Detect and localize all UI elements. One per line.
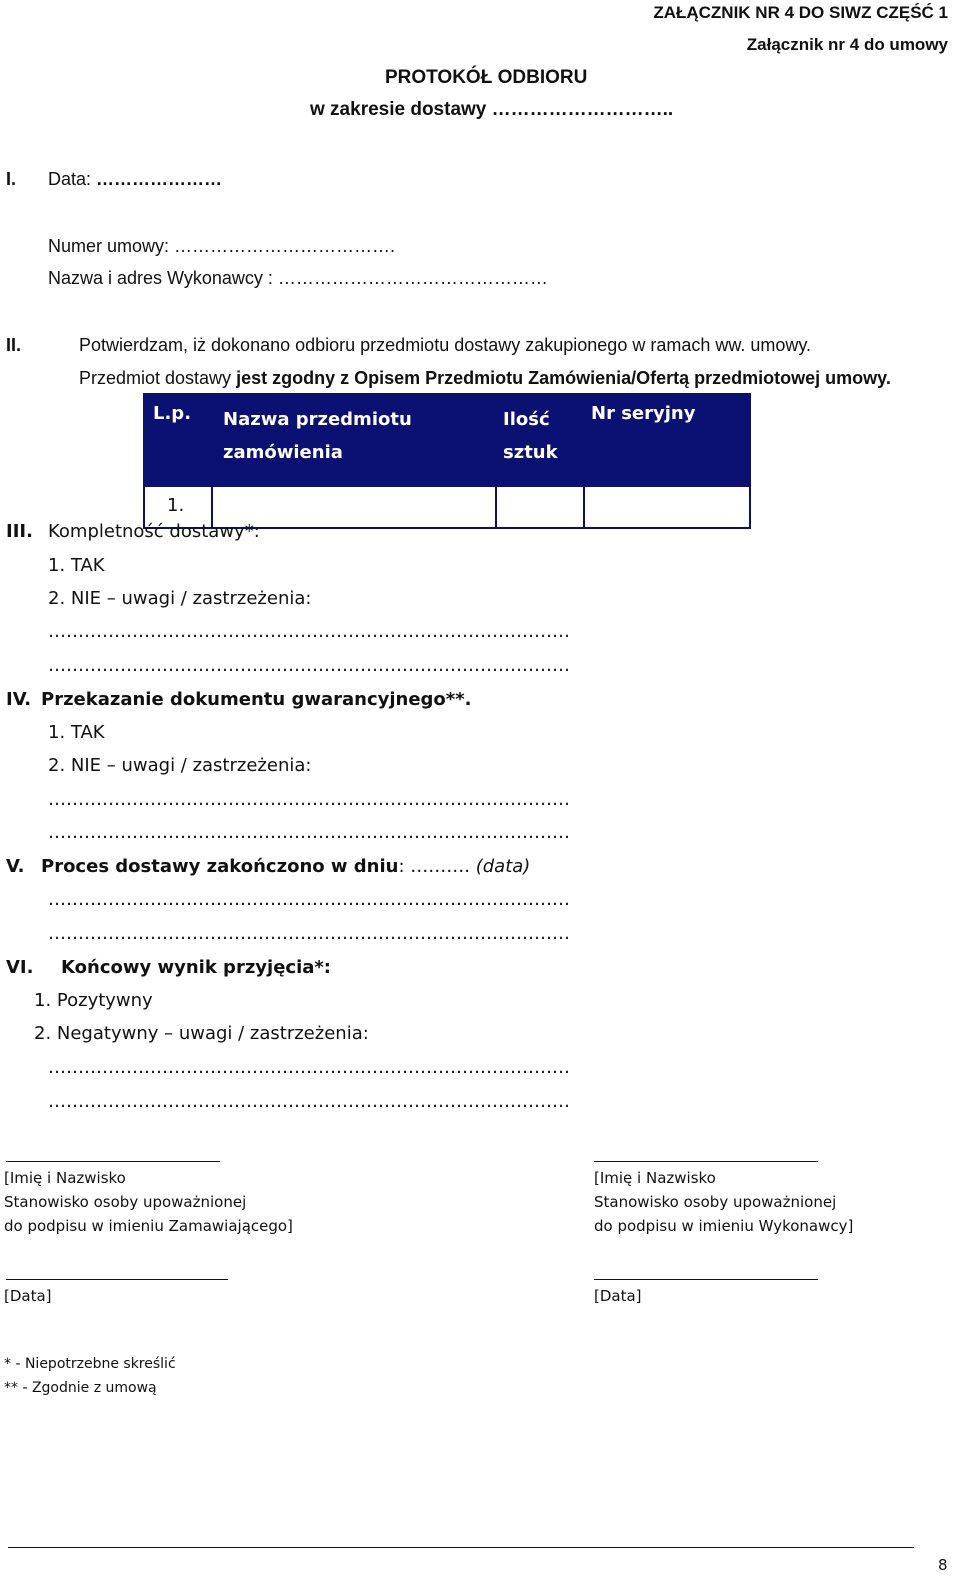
section-3-dots-1: …………………………………………………………………………… [48,621,570,642]
section-5-title: Proces dostawy zakończono w dniu: ………. (data) [41,856,531,877]
section-4-title: Przekazanie dokumentu gwarancyjnego**. [41,689,472,710]
header-lp: L.p. [144,394,212,486]
section-2-line-2 [79,368,891,389]
buyer-signature-authority: do podpisu w imieniu Zamawiającego] [4,1217,293,1235]
section-2-line-2-start: Przedmiot dostawy [79,368,232,388]
header-item-name: Nazwa przedmiotu zamówienia [212,394,496,486]
date-label: Data: [48,169,92,189]
contractor-signature-position: Stanowisko osoby upoważnionej [594,1193,837,1211]
section-5-number: V. [6,856,25,877]
footnote-2: ** - Zgodnie z umową [4,1380,157,1396]
section-3-title: Kompletność dostawy*: [48,521,260,542]
section-4-dots-2: …………………………………………………………………………… [48,822,570,843]
section-3-option-no: 2. NIE – uwagi / zastrzeżenia: [48,588,312,609]
section-5-dots-1: …………………………………………………………………………… [48,889,570,910]
contractor-signature-authority: do podpisu w imieniu Wykonawcy] [594,1217,854,1235]
buyer-date-label: [Data] [4,1287,52,1305]
date-field [48,169,222,190]
section-6-option-positive: 1. Pozytywny [34,990,153,1011]
contractor-field: Nazwa i adres Wykonawcy : ……………………………………… [48,268,548,288]
date-line-buyer [6,1279,228,1280]
document-title: PROTOKÓŁ ODBIORU [385,67,588,88]
cell-serial-number[interactable] [584,486,750,528]
section-3-dots-2: …………………………………………………………………………… [48,655,570,676]
date-hint: (data) [475,856,531,877]
page-number: 8 [938,1556,948,1574]
annex-siwz-label: ZAŁĄCZNIK NR 4 DO SIWZ CZĘŚĆ 1 [653,3,948,22]
section-6-number: VI. [6,957,34,978]
document-subtitle: w zakresie dostawy ……………………….. [310,99,674,120]
header-quantity: Ilość sztuk [496,394,584,486]
contractor-date-label: [Data] [594,1287,642,1305]
contractor-signature-name: [Imię i Nazwisko [594,1169,716,1187]
section-1-number: I. [6,169,17,189]
cell-quantity[interactable] [496,486,584,528]
buyer-signature-position: Stanowisko osoby upoważnionej [4,1193,247,1211]
items-table [143,393,751,529]
section-5-dots-2: …………………………………………………………………………… [48,923,570,944]
section-4-dots-1: …………………………………………………………………………… [48,789,570,810]
header-serial-number: Nr seryjny [584,394,750,486]
section-6-title: Końcowy wynik przyjęcia*: [61,957,332,978]
signature-line-buyer [6,1161,220,1162]
footer-rule [8,1547,914,1548]
buyer-signature-name: [Imię i Nazwisko [4,1169,126,1187]
signature-line-contractor [594,1161,818,1162]
section-4-option-no: 2. NIE – uwagi / zastrzeżenia: [48,755,312,776]
annex-contract-label: Załącznik nr 4 do umowy [746,35,948,54]
contract-number-field: Numer umowy: ………………………………. [48,236,396,256]
section-2-line-2-bold: jest zgodny z Opisem Przedmiotu Zamówienia/Ofertą przedmiotowej umowy. [236,368,891,388]
section-6-option-negative: 2. Negatywny – uwagi / zastrzeżenia: [34,1023,369,1044]
section-6-dots-2: …………………………………………………………………………… [48,1091,570,1112]
cell-lp: 1. [144,486,212,528]
section-3-option-yes: 1. TAK [48,555,105,576]
section-4-option-yes: 1. TAK [48,722,105,743]
section-6-dots-1: …………………………………………………………………………… [48,1057,570,1078]
section-3-number: III. [6,521,33,542]
date-line-contractor [594,1279,818,1280]
section-2-line-1: Potwierdzam, iż dokonano odbioru przedmiotu dostawy zakupionego w ramach ww. umowy. [79,335,812,355]
footnote-1: * - Niepotrzebne skreślić [4,1356,176,1372]
section-2-number: II. [6,335,22,355]
items-table-header [144,394,750,486]
section-4-number: IV. [6,689,32,710]
date-value: ………………… [96,169,223,189]
